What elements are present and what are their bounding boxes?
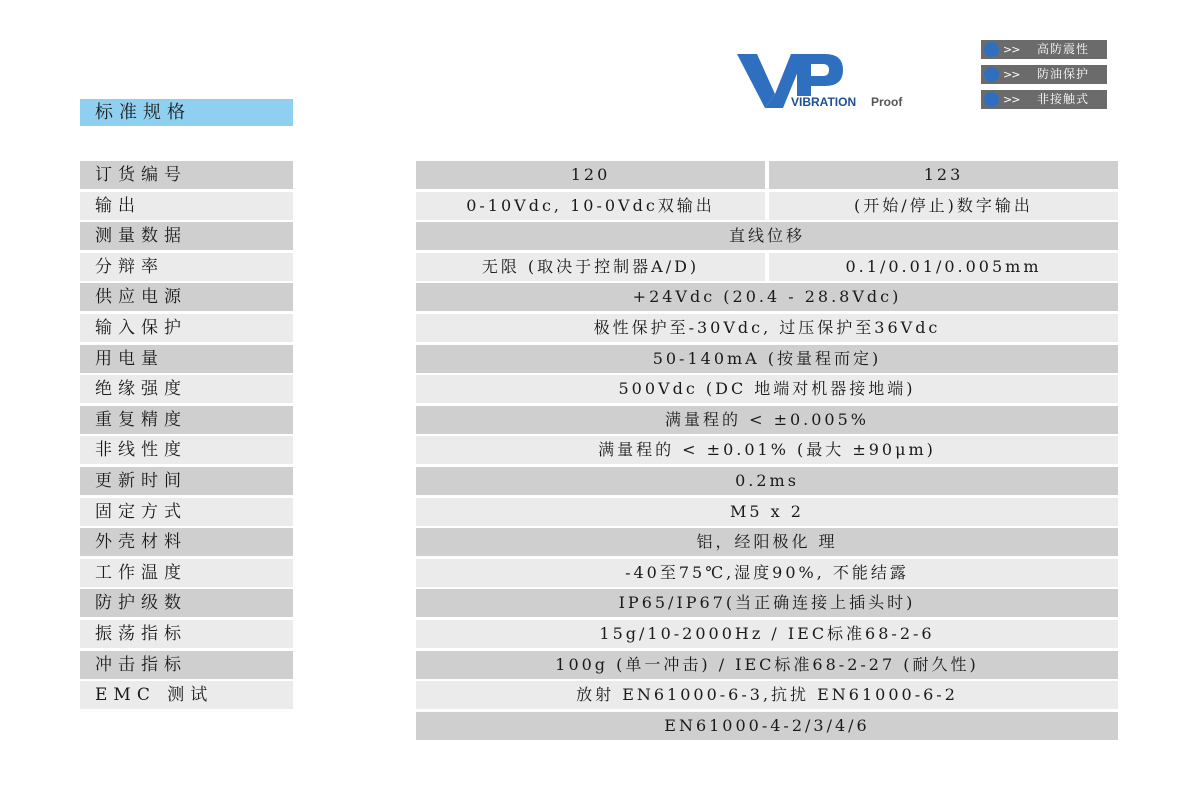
spec-value: 0.2ms [416,467,1118,495]
spec-value: 放射 EN61000-6-3,抗扰 EN61000-6-2 [416,681,1118,709]
spec-value: M5 x 2 [416,498,1118,526]
spec-value: 500Vdc (DC 地端对机器接地端) [416,375,1118,403]
spec-label: 订货编号 [80,161,293,189]
logo-text-proof: Proof [871,95,903,109]
spec-label: 输入保护 [80,314,293,342]
spec-label: 测量数据 [80,222,293,250]
spec-label: 防护级数 [80,589,293,617]
section-title: 标准规格 [80,99,293,126]
spec-value: 满量程的 < ±0.005% [416,406,1118,434]
spec-label: 外壳材料 [80,528,293,556]
spec-label: 输出 [80,192,293,220]
spec-value: 123 [769,161,1118,189]
spec-value: IP65/IP67(当正确连接上插头时) [416,589,1118,617]
spec-value: EN61000-4-2/3/4/6 [416,712,1118,740]
double-chevron-icon: >> [1003,68,1020,81]
spec-value: 直线位移 [416,222,1118,250]
spec-label: 绝缘强度 [80,375,293,403]
bullet-dot-icon [984,42,999,57]
double-chevron-icon: >> [1003,93,1020,106]
spec-label: EMC 测试 [80,681,293,709]
spec-label: 非线性度 [80,436,293,464]
feature-badges [981,40,1107,115]
spec-value: 120 [416,161,765,189]
spec-value: 0.1/0.01/0.005mm [769,253,1118,281]
spec-label: 更新时间 [80,467,293,495]
spec-label: 振荡指标 [80,620,293,648]
spec-value: 满量程的 < ±0.01% (最大 ±90μm) [416,436,1118,464]
spec-label: 用电量 [80,345,293,373]
spec-value: 铝，经阳极化 理 [416,528,1118,556]
badge-shockproof [981,40,1107,59]
spec-label: 固定方式 [80,498,293,526]
spec-label: 冲击指标 [80,651,293,679]
double-chevron-icon: >> [1003,43,1020,56]
spec-label: 分辩率 [80,253,293,281]
spec-value: 极性保护至-30Vdc, 过压保护至36Vdc [416,314,1118,342]
logo-text-vibration: VIBRATION [791,95,857,109]
badge-label: 高防震性 [1037,42,1090,56]
badge-label: 防油保护 [1037,67,1090,81]
spec-value: 50-140mA (按量程而定) [416,345,1118,373]
spec-label: 工作温度 [80,559,293,587]
badge-label: 非接触式 [1037,92,1090,106]
vibration-proof-logo [735,50,915,112]
bullet-dot-icon [984,92,999,107]
spec-value: 15g/10-2000Hz / IEC标准68-2-6 [416,620,1118,648]
spec-label: 重复精度 [80,406,293,434]
spec-value: 100g (单一冲击) / IEC标准68-2-27 (耐久性) [416,651,1118,679]
badge-noncontact [981,90,1107,109]
spec-value: 0-10Vdc, 10-0Vdc双输出 [416,192,765,220]
spec-value: -40至75℃,湿度90%, 不能结露 [416,559,1118,587]
spec-value: (开始/停止)数字输出 [769,192,1118,220]
spec-value: +24Vdc (20.4 - 28.8Vdc) [416,283,1118,311]
bullet-dot-icon [984,67,999,82]
spec-value: 无限 (取决于控制器A/D) [416,253,765,281]
badge-oilproof [981,65,1107,84]
spec-label: 供应电源 [80,283,293,311]
